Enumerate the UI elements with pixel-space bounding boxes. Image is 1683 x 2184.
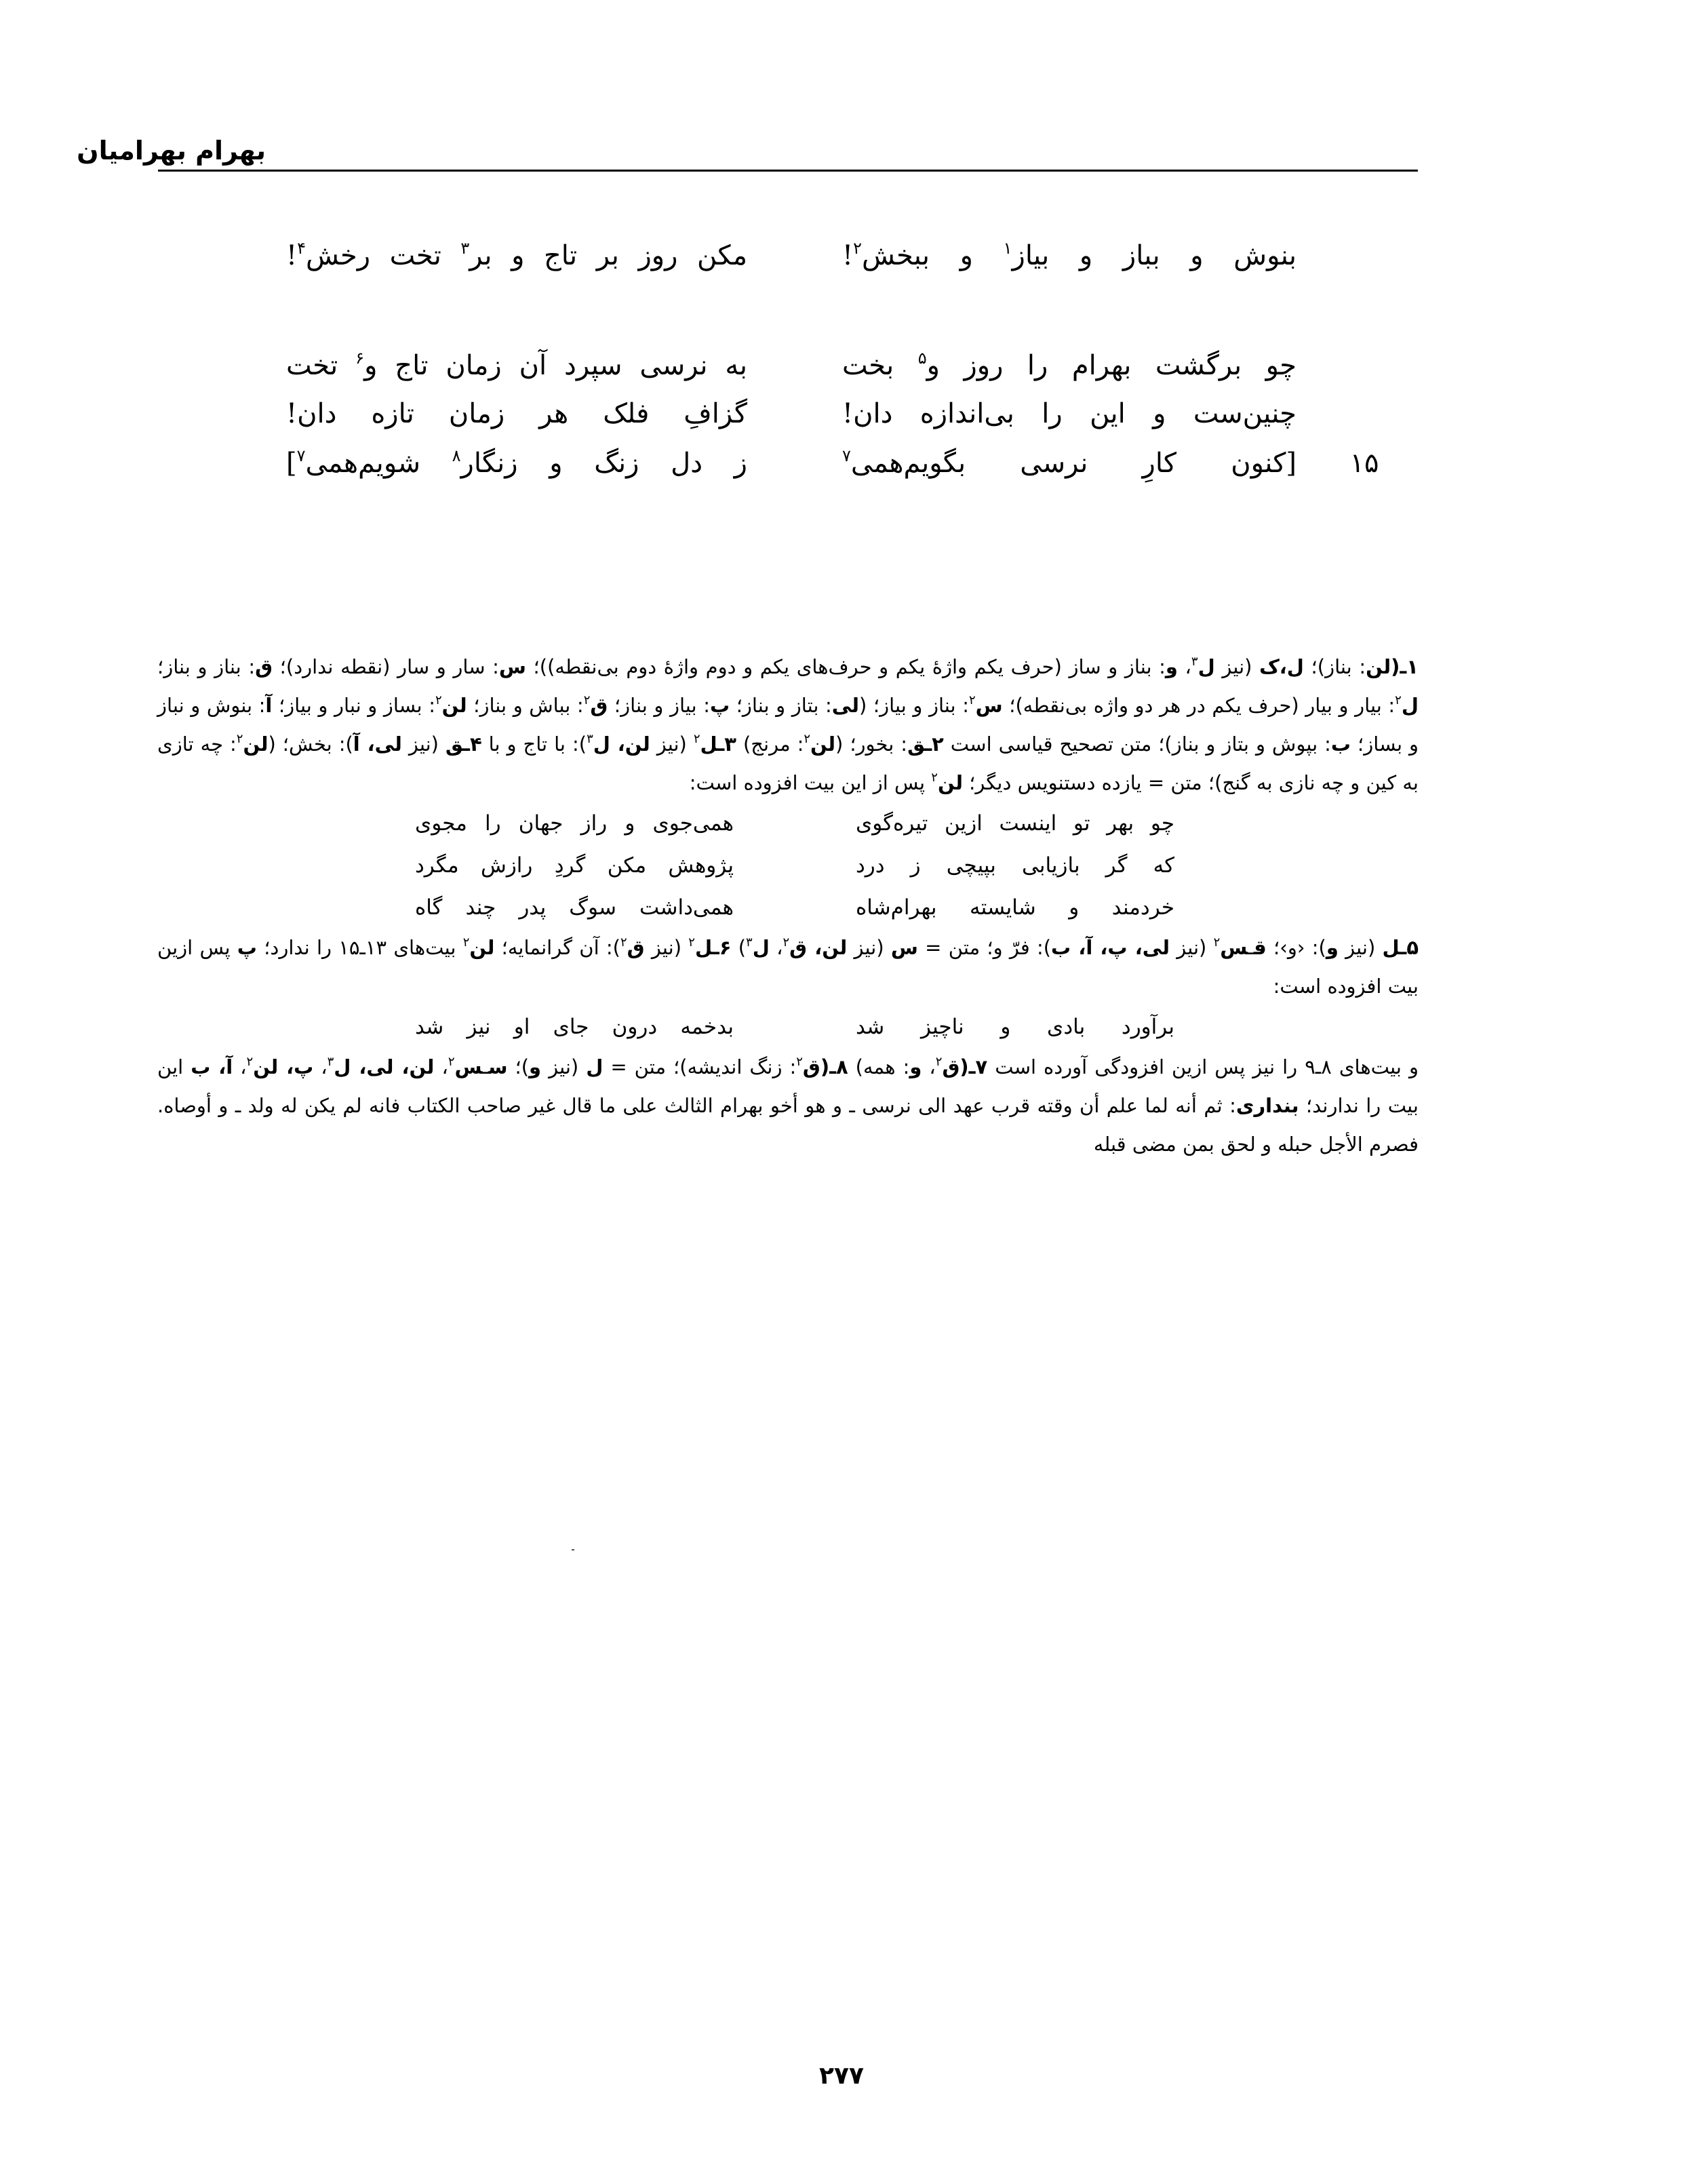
manuscript-siglum: و [909, 1055, 922, 1078]
manuscript-siglum: لن، لی، ل [334, 1055, 435, 1078]
footnote-marker[interactable]: ۲ [853, 239, 862, 258]
added-verse [157, 802, 1419, 844]
added-verses-block [157, 802, 1419, 929]
manuscript-index: ۲ [688, 935, 695, 950]
manuscript-siglum: ل [586, 1055, 603, 1078]
manuscript-index: ۲ [236, 732, 243, 746]
manuscript-index: ۲ [620, 935, 627, 950]
footnote-marker[interactable]: ۷ [842, 446, 851, 465]
manuscript-siglum: س [498, 655, 526, 678]
footnote-marker[interactable]: ۵ [917, 349, 927, 368]
manuscript-index: ۳ [327, 1055, 334, 1069]
hemistich-right: [کنون کارِ نرسی بگویم‌همی$^۷$ [842, 446, 1296, 479]
manuscript-siglum: لی [831, 694, 860, 717]
manuscript-siglum: لن [937, 771, 963, 794]
manuscript-siglum: ۱ـ(لن [1366, 655, 1419, 678]
footnotes-section [157, 648, 1419, 1164]
manuscript-siglum: ق [590, 694, 608, 717]
footnote-marker[interactable]: ۴ [297, 239, 306, 258]
manuscript-siglum: ل [1197, 655, 1215, 678]
manuscript-siglum: و [1165, 655, 1178, 678]
added-hemistich-left: همی‌جوی و راز جهان را مجوی [415, 811, 734, 836]
manuscript-siglum: بنداری [1235, 1094, 1299, 1117]
manuscript-siglum: ۷ـ(ق [942, 1055, 988, 1078]
manuscript-siglum: ۶ـل [694, 936, 732, 959]
manuscript-siglum: س [890, 936, 918, 959]
manuscript-index: ۲ [1213, 935, 1221, 950]
hemistich-left: مکن روز بر تاج و بر$^۳$ تخت رخش$^۴$! [286, 239, 747, 271]
added-hemistich-left: همی‌داشت سوگ پدر چند گاه [415, 895, 734, 920]
manuscript-siglum: ۴ـق [445, 733, 482, 756]
footnote-marker[interactable]: ۶ [355, 349, 365, 368]
manuscript-siglum: ل،ک [1259, 655, 1304, 678]
manuscript-index: ۲ [783, 935, 790, 950]
manuscript-index: ۲ [931, 771, 938, 785]
manuscript-siglum: پ، لن [253, 1055, 314, 1078]
manuscript-index: ۲ [968, 693, 976, 707]
page-number: ۲۷۷ [819, 2062, 864, 2090]
manuscript-index: ۲ [693, 732, 700, 746]
manuscript-siglum: س [454, 1055, 483, 1078]
manuscript-index: ۳ [1191, 655, 1198, 669]
header-divider [158, 170, 1418, 172]
added-hemistich-right: برآورد بادی و ناچیز شد [856, 1015, 1174, 1039]
manuscript-siglum: آ، ب [191, 1055, 233, 1078]
footnote-marker[interactable]: ۳ [460, 239, 470, 258]
manuscript-siglum: س [1220, 936, 1248, 959]
manuscript-siglum: پ [709, 694, 730, 717]
manuscript-index: ۲ [1395, 693, 1402, 707]
manuscript-siglum: ق [255, 655, 273, 678]
added-hemistich-right: که گر بازیابی بپیچی ز درد [856, 853, 1174, 878]
scan-artifact [572, 1549, 574, 1551]
manuscript-siglum: ۲ـق [907, 733, 944, 756]
hemistich-right: چنین‌ست و این را بی‌اندازه دان! [842, 398, 1296, 429]
hemistich-left: گزافِ فلک هر زمان تازه دان! [286, 398, 747, 429]
manuscript-index: ۲ [804, 732, 811, 746]
manuscript-siglum: لن [469, 936, 495, 959]
manuscript-siglum: ق [1253, 936, 1267, 959]
manuscript-index: ۲ [796, 1055, 803, 1069]
footnote-paragraph: ۵ـل (نیز و): ‹و›؛ قـس$^۲$ (نیز لی، پ، آ، ب): فرّ و؛ متن = س (نیز لن، ق$^۲$، ل$^۳$) ۶ـل$^۲$ (نیز ق$^۲$): آن گرانمایه؛ لن$^۲$ بیت‌های ۱۳ـ۱۵ را ندارد؛ پ پس ازین بیت افزوده است: [157, 935, 1419, 998]
manuscript-siglum: ق [627, 936, 645, 959]
manuscript-index: ۲ [435, 693, 442, 707]
running-header-title: بهرام بهرامیان [77, 136, 266, 165]
manuscript-siglum: لن [441, 694, 467, 717]
manuscript-siglum: ل [1401, 694, 1419, 717]
manuscript-siglum: ۵ـل [1382, 936, 1419, 959]
footnote-marker[interactable]: ۷ [296, 446, 306, 465]
manuscript-siglum: لن [810, 733, 836, 756]
manuscript-siglum: آ [265, 694, 273, 717]
added-verses-block [157, 1006, 1419, 1048]
added-hemistich-right: چو بهر تو اینست ازین تیره‌گوی [856, 811, 1174, 836]
manuscript-siglum: لن، ل [593, 733, 650, 756]
manuscript-index: ۳ [587, 732, 593, 746]
hemistich-right: چو برگشت بهرام را روز و$^۵$ بخت [842, 349, 1296, 381]
added-verse [157, 1006, 1419, 1048]
manuscript-siglum: و [529, 1055, 542, 1078]
manuscript-siglum: لی، پ، آ، ب [1051, 936, 1170, 959]
verse-line-number: ۱۵ [1349, 448, 1379, 479]
manuscript-siglum: لن، ق [789, 936, 848, 959]
manuscript-siglum: س [488, 1055, 508, 1078]
manuscript-siglum: ۸ـ(ق [802, 1055, 848, 1078]
manuscript-siglum: ل [752, 936, 770, 959]
hemistich-left: ز دل زنگ و زنگار$^۸$ شویم‌همی$^۷$] [286, 446, 747, 479]
footnote-marker[interactable]: ۸ [452, 446, 461, 465]
hemistich-right: بنوش و بباز و بیاز$^۱$ و ببخش$^۲$! [842, 239, 1296, 271]
manuscript-siglum: لی، آ [353, 733, 402, 756]
manuscript-siglum: پ [237, 936, 257, 959]
added-hemistich-left: بدخمه درون جای او نیز شد [415, 1015, 734, 1039]
manuscript-index: ۲ [246, 1055, 254, 1069]
manuscript-index: ۳ [746, 935, 753, 950]
added-hemistich-right: خردمند و شایسته بهرام‌شاه [856, 895, 1174, 920]
manuscript-index: ۲ [462, 935, 470, 950]
footnote-paragraph: ۱ـ(لن: بناز)؛ ل،ک (نیز ل$^۳$، و: بناز و ساز (حرف یکم واژهٔ یکم و حرف‌های یکم و دوم واژهٔ دوم بی‌نقطه))؛ س: سار و سار (نقطه ندارد)؛ ق: بناز و بناز؛ ل$^۲$: بیار و بیار (حرف یکم در هر دو واژه بی‌نقطه)؛ س$^۲$: بناز و بیاز؛ (لی: بتاز و بناز؛ پ: بیاز و بناز؛ ق$^۲$: بباش و بناز؛ لن$^۲$: بساز و نبار و بیاز؛ آ: بنوش و نباز و بساز؛ ب: بپوش و بتاز و بناز)؛ متن تصحیح قیاسی است ۲ـق: بخور؛ (لن$^۲$: مرنج) ۳ـل$^۲$ (نیز لن، ل$^۳$): با تاج و با ۴ـق (نیز لی، آ): بخش؛ (لن$^۲$: چه تازی به کین و چه نازی به گنج)؛ متن = یازده دستنویس دیگر؛ لن$^۲$ پس از این بیت افزوده است: [157, 655, 1419, 794]
hemistich-left: به نرسی سپرد آن زمان تاج و$^۶$ تخت [286, 349, 747, 381]
manuscript-siglum: س [975, 694, 1003, 717]
manuscript-index: ۲ [935, 1055, 943, 1069]
manuscript-siglum: ۳ـل [700, 733, 736, 756]
added-verse [157, 886, 1419, 929]
manuscript-siglum: ب [1330, 733, 1351, 756]
footnote-paragraph: و بیت‌های ۸ـ۹ را نیز پس ازین افزودگی آورده است ۷ـ(ق$^۲$، و: همه) ۸ـ(ق$^۲$: زنگ اندیشه)؛ متن = ل (نیز و)؛ سـس$^۲$، لن، لی، ل$^۳$، پ، لن$^۲$، آ، ب این بیت را ندارند؛ بنداری: ثم أنه لما علم أن وقته قرب عهد الی نرسی ـ و هو أخو بهرام الثالث علی ما قال غیر صاحب الکتاب فانه لم یکن له ولد ـ و أوصاه. فصرم الأجل حبله و لحق بمن مضی قبله [157, 1055, 1419, 1156]
added-hemistich-left: پژوهش مکن گردِ رازش مگرد [415, 853, 734, 878]
manuscript-index: ۲ [448, 1055, 455, 1069]
manuscript-siglum: و [1326, 936, 1339, 959]
added-verse [157, 844, 1419, 886]
manuscript-siglum: لن [243, 733, 269, 756]
footnote-marker[interactable]: ۱ [1003, 239, 1012, 258]
manuscript-index: ۲ [583, 693, 591, 707]
